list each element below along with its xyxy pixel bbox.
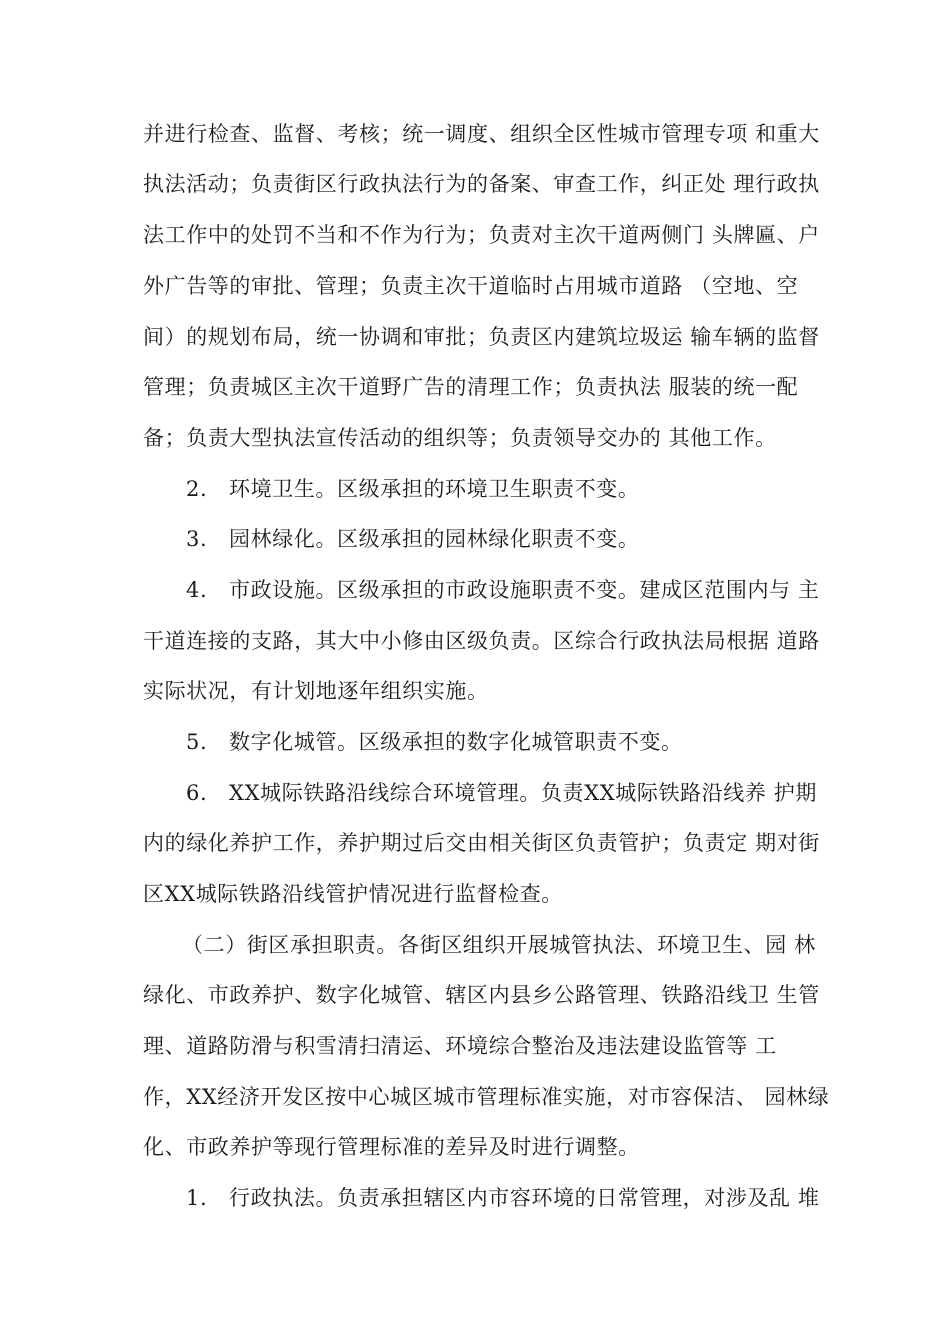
text-line: 区XX城际铁路沿线管护情况进行监督检查。 <box>143 882 563 906</box>
list-item-2: 2. 环境卫生。区级承担的环境卫生职责不变。 <box>186 477 640 501</box>
text-line: 干道连接的支路，其大中小修由区级负责。区综合行政执法局根据 道路 <box>143 629 820 653</box>
text-line: 作，XX经济开发区按中心城区城市管理标准实施，对市容保洁、 园林绿 <box>143 1085 830 1109</box>
list-item-3: 3. 园林绿化。区级承担的园林绿化职责不变。 <box>186 527 640 551</box>
text-line: 管理；负责城区主次干道野广告的清理工作；负责执法 服装的统一配 <box>143 375 799 399</box>
text-line: 并进行检查、监督、考核；统一调度、组织全区性城市管理专项 和重大 <box>143 122 820 146</box>
section-heading: （二）街区承担职责。各街区组织开展城管执法、环境卫生、园 林 <box>182 933 816 957</box>
list-item-5: 5. 数字化城管。区级承担的数字化城管职责不变。 <box>186 730 683 754</box>
text-line: 绿化、市政养护、数字化城管、辖区内县乡公路管理、铁路沿线卫 生管 <box>143 983 820 1007</box>
text-line: 执法活动；负责街区行政执法行为的备案、审查工作，纠正处 理行政执 <box>143 172 820 196</box>
text-line: 化、市政养护等现行管理标准的差异及时进行调整。 <box>143 1135 640 1159</box>
list-item-1: 1. 行政执法。负责承担辖区内市容环境的日常管理，对涉及乱 堆 <box>186 1186 820 1210</box>
list-item-4: 4. 市政设施。区级承担的市政设施职责不变。建成区范围内与 主 <box>186 578 820 602</box>
list-item-6: 6. XX城际铁路沿线综合环境管理。负责XX城际铁路沿线养 护期 <box>186 781 817 805</box>
text-line: 外广告等的审批、管理；负责主次干道临时占用城市道路 （空地、空 <box>143 274 799 298</box>
text-line: 间）的规划布局，统一协调和审批；负责区内建筑垃圾运 输车辆的监督 <box>143 325 820 349</box>
text-line: 实际状况，有计划地逐年组织实施。 <box>143 679 489 703</box>
text-line: 内的绿化养护工作，养护期过后交由相关街区负责管护；负责定 期对街 <box>143 831 820 855</box>
text-line: 法工作中的处罚不当和不作为行为；负责对主次干道两侧门 头牌匾、户 <box>143 223 820 247</box>
text-line: 备；负责大型执法宣传活动的组织等；负责领导交办的 其他工作。 <box>143 426 777 450</box>
text-line: 理、道路防滑与积雪清扫清运、环境综合整治及违法建设监管等 工 <box>143 1034 777 1058</box>
